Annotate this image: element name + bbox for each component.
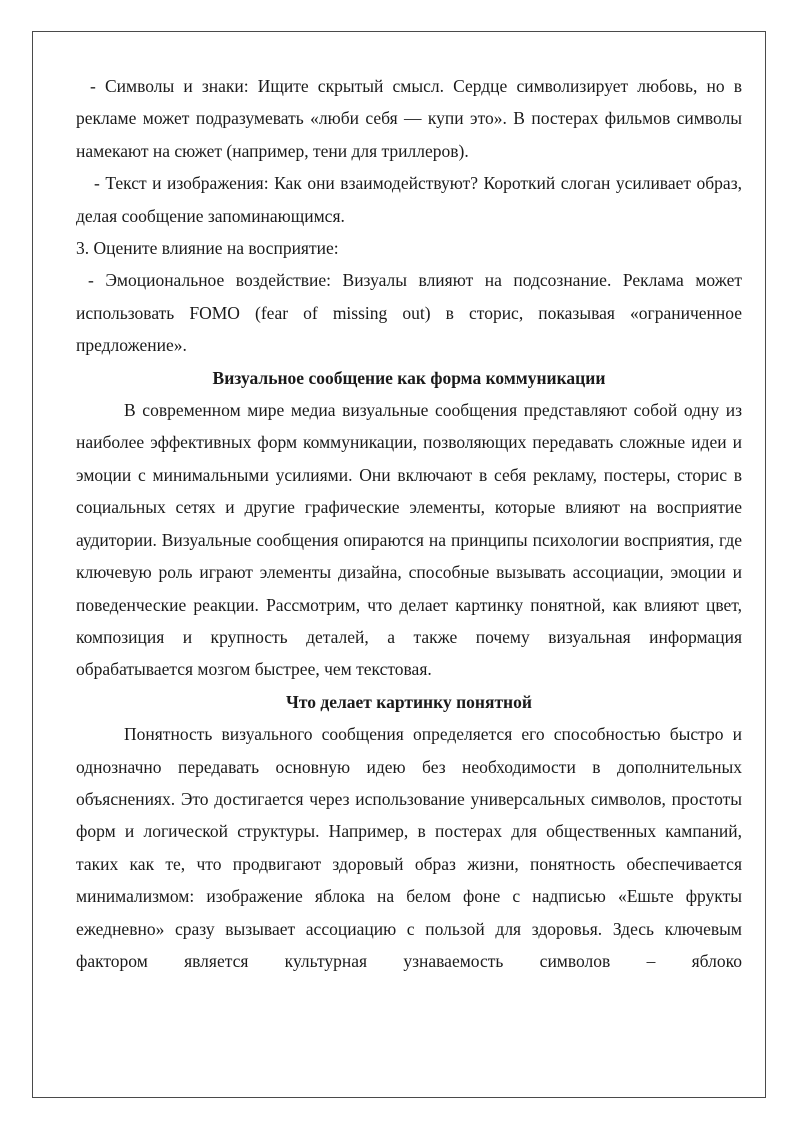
list-item-assess-impact: 3. Оцените влияние на восприятие:: [76, 238, 339, 259]
list-item-text-and-images: - Текст и изображения: Как они взаимодействуют? Короткий слоган усиливает образ, делая сообщение запоминающимся.: [76, 173, 742, 226]
paragraph-clear-picture: Понятность визуального сообщения определяется его способностью быстро и однозначно передавать основную идею без необходимости в дополнительных объяснениях. Это достигается через использование универсальных символов, простоты форм и логической структуры. Например, в постерах для общественных кампаний, таких как те, что продвигают здоровый образ жизни, понятность обеспечивается минимализмом: изображение яблока на белом фоне с надписью «Ешьте фрукты ежедневно» сразу вызывает ассоциацию с пользой для здоровья. Здесь ключевым фактором является культурная узнаваемость символов – яблоко: [76, 724, 742, 971]
list-item-symbols: - Символы и знаки: Ищите скрытый смысл. Сердце символизирует любовь, но в рекламе может подразумевать «люби себя — купи это». В постерах фильмов символы намекают на сюжет (например, тени для триллеров).: [76, 76, 742, 161]
document-body: [76, 70, 742, 977]
section-heading-clear-picture: Что делает картинку понятной: [286, 691, 532, 712]
section-heading-visual-message: Визуальное сообщение как форма коммуникации: [212, 367, 606, 388]
paragraph-visual-message: В современном мире медиа визуальные сообщения представляют собой одну из наиболее эффективных форм коммуникации, позволяющих передавать сложные идеи и эмоции с минимальными усилиями. Они включают в себя рекламу, постеры, сторис в социальных сетях и другие графические элементы, которые влияют на восприятие аудитории. Визуальные сообщения опираются на принципы психологии восприятия, где ключевую роль играют элементы дизайна, способные вызывать ассоциации, эмоции и поведенческие реакции. Рассмотрим, что делает картинку понятной, как влияют цвет, композиция и крупность деталей, а также почему визуальная информация обрабатывается мозгом быстрее, чем текстовая.: [76, 400, 742, 680]
list-item-emotional-impact: - Эмоциональное воздействие: Визуалы влияют на подсознание. Реклама может использовать FOMO (fear of missing out) в сторис, показывая «ограниченное предложение».: [76, 270, 742, 356]
